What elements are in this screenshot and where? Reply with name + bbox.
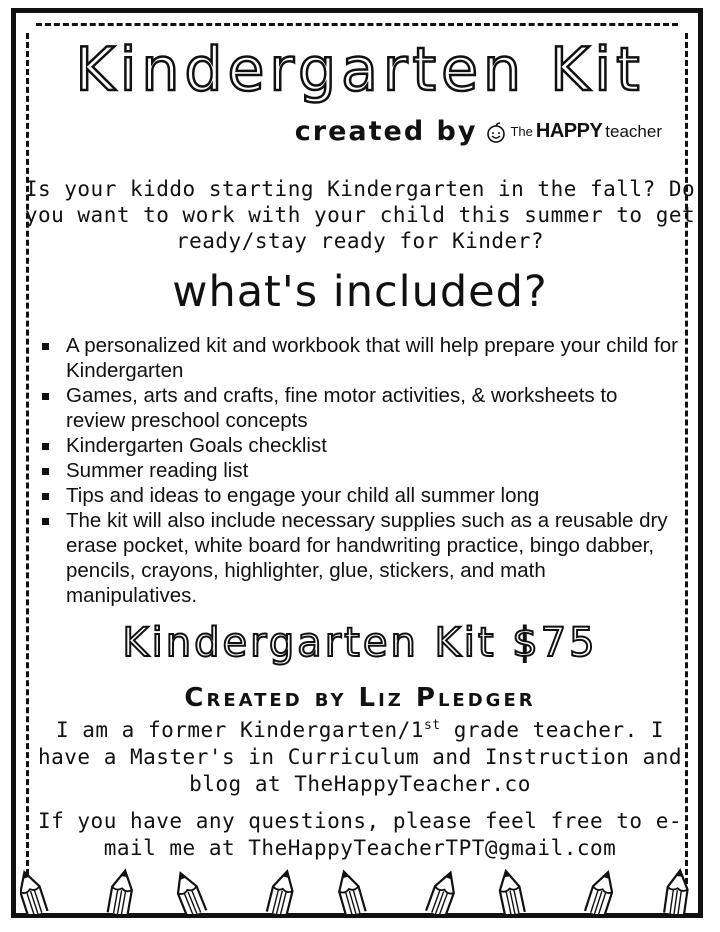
pencil-icon	[496, 869, 525, 914]
list-item: Summer reading list	[40, 458, 680, 483]
bio-part2: grade teacher. I have a Master's in Curriculum and Instruction and blog at TheHappyTeacher.co	[37, 718, 682, 796]
pencil-icon	[108, 869, 135, 914]
pencil-icon	[664, 869, 690, 914]
author-heading: Created by Liz Pledger	[184, 683, 536, 713]
bio-sup: st	[423, 718, 441, 733]
pencil-icon	[426, 869, 460, 914]
list-item: A personalized kit and workbook that will help prepare your child for Kindergarten	[40, 333, 680, 383]
intro-text: Is your kiddo starting Kindergarten in the fall? Do you want to work with your child this summer to get ready/stay ready for Kinder?	[24, 177, 696, 253]
happy-teacher-logo	[485, 120, 662, 143]
logo-the: The	[510, 124, 533, 139]
pencil-icon	[585, 869, 618, 914]
author-bio	[30, 712, 690, 798]
logo-happy: HAPPY	[535, 120, 603, 142]
list-item: Tips and ideas to engage your child all summer long	[40, 483, 680, 508]
pencil-icon	[171, 869, 206, 914]
pencil-icon	[334, 869, 365, 914]
dashed-border-top	[36, 23, 678, 26]
list-item: Games, arts and crafts, fine motor activities, & worksheets to review preschool concepts	[40, 383, 680, 433]
logo-teacher: teacher	[605, 121, 662, 141]
dashed-border-left	[26, 33, 29, 893]
apple-icon	[485, 121, 507, 143]
included-heading: what's included?	[172, 267, 548, 317]
list-item: Kindergarten Goals checklist	[40, 433, 680, 458]
pencil-icon	[20, 869, 48, 914]
page-title: Kindergarten Kit	[75, 35, 645, 105]
created-by-label: created by	[294, 116, 478, 147]
contact-text: If you have any questions, please feel free to e-mail me at TheHappyTeacherTPT@gmail.com	[37, 809, 682, 860]
price-line: Kindergarten Kit $75	[122, 620, 598, 666]
created-by-line	[295, 116, 662, 147]
pencil-border	[20, 858, 692, 914]
list-item: The kit will also include necessary supplies such as a reusable dry erase pocket, white board for handwriting practice, bingo dabber, pencils, crayons, highlighter, glue, stickers, and math manipulatives.	[40, 508, 680, 608]
included-list	[40, 333, 680, 608]
bio-part1: I am a former Kindergarten/1	[55, 718, 424, 742]
pencil-icon	[267, 869, 297, 914]
